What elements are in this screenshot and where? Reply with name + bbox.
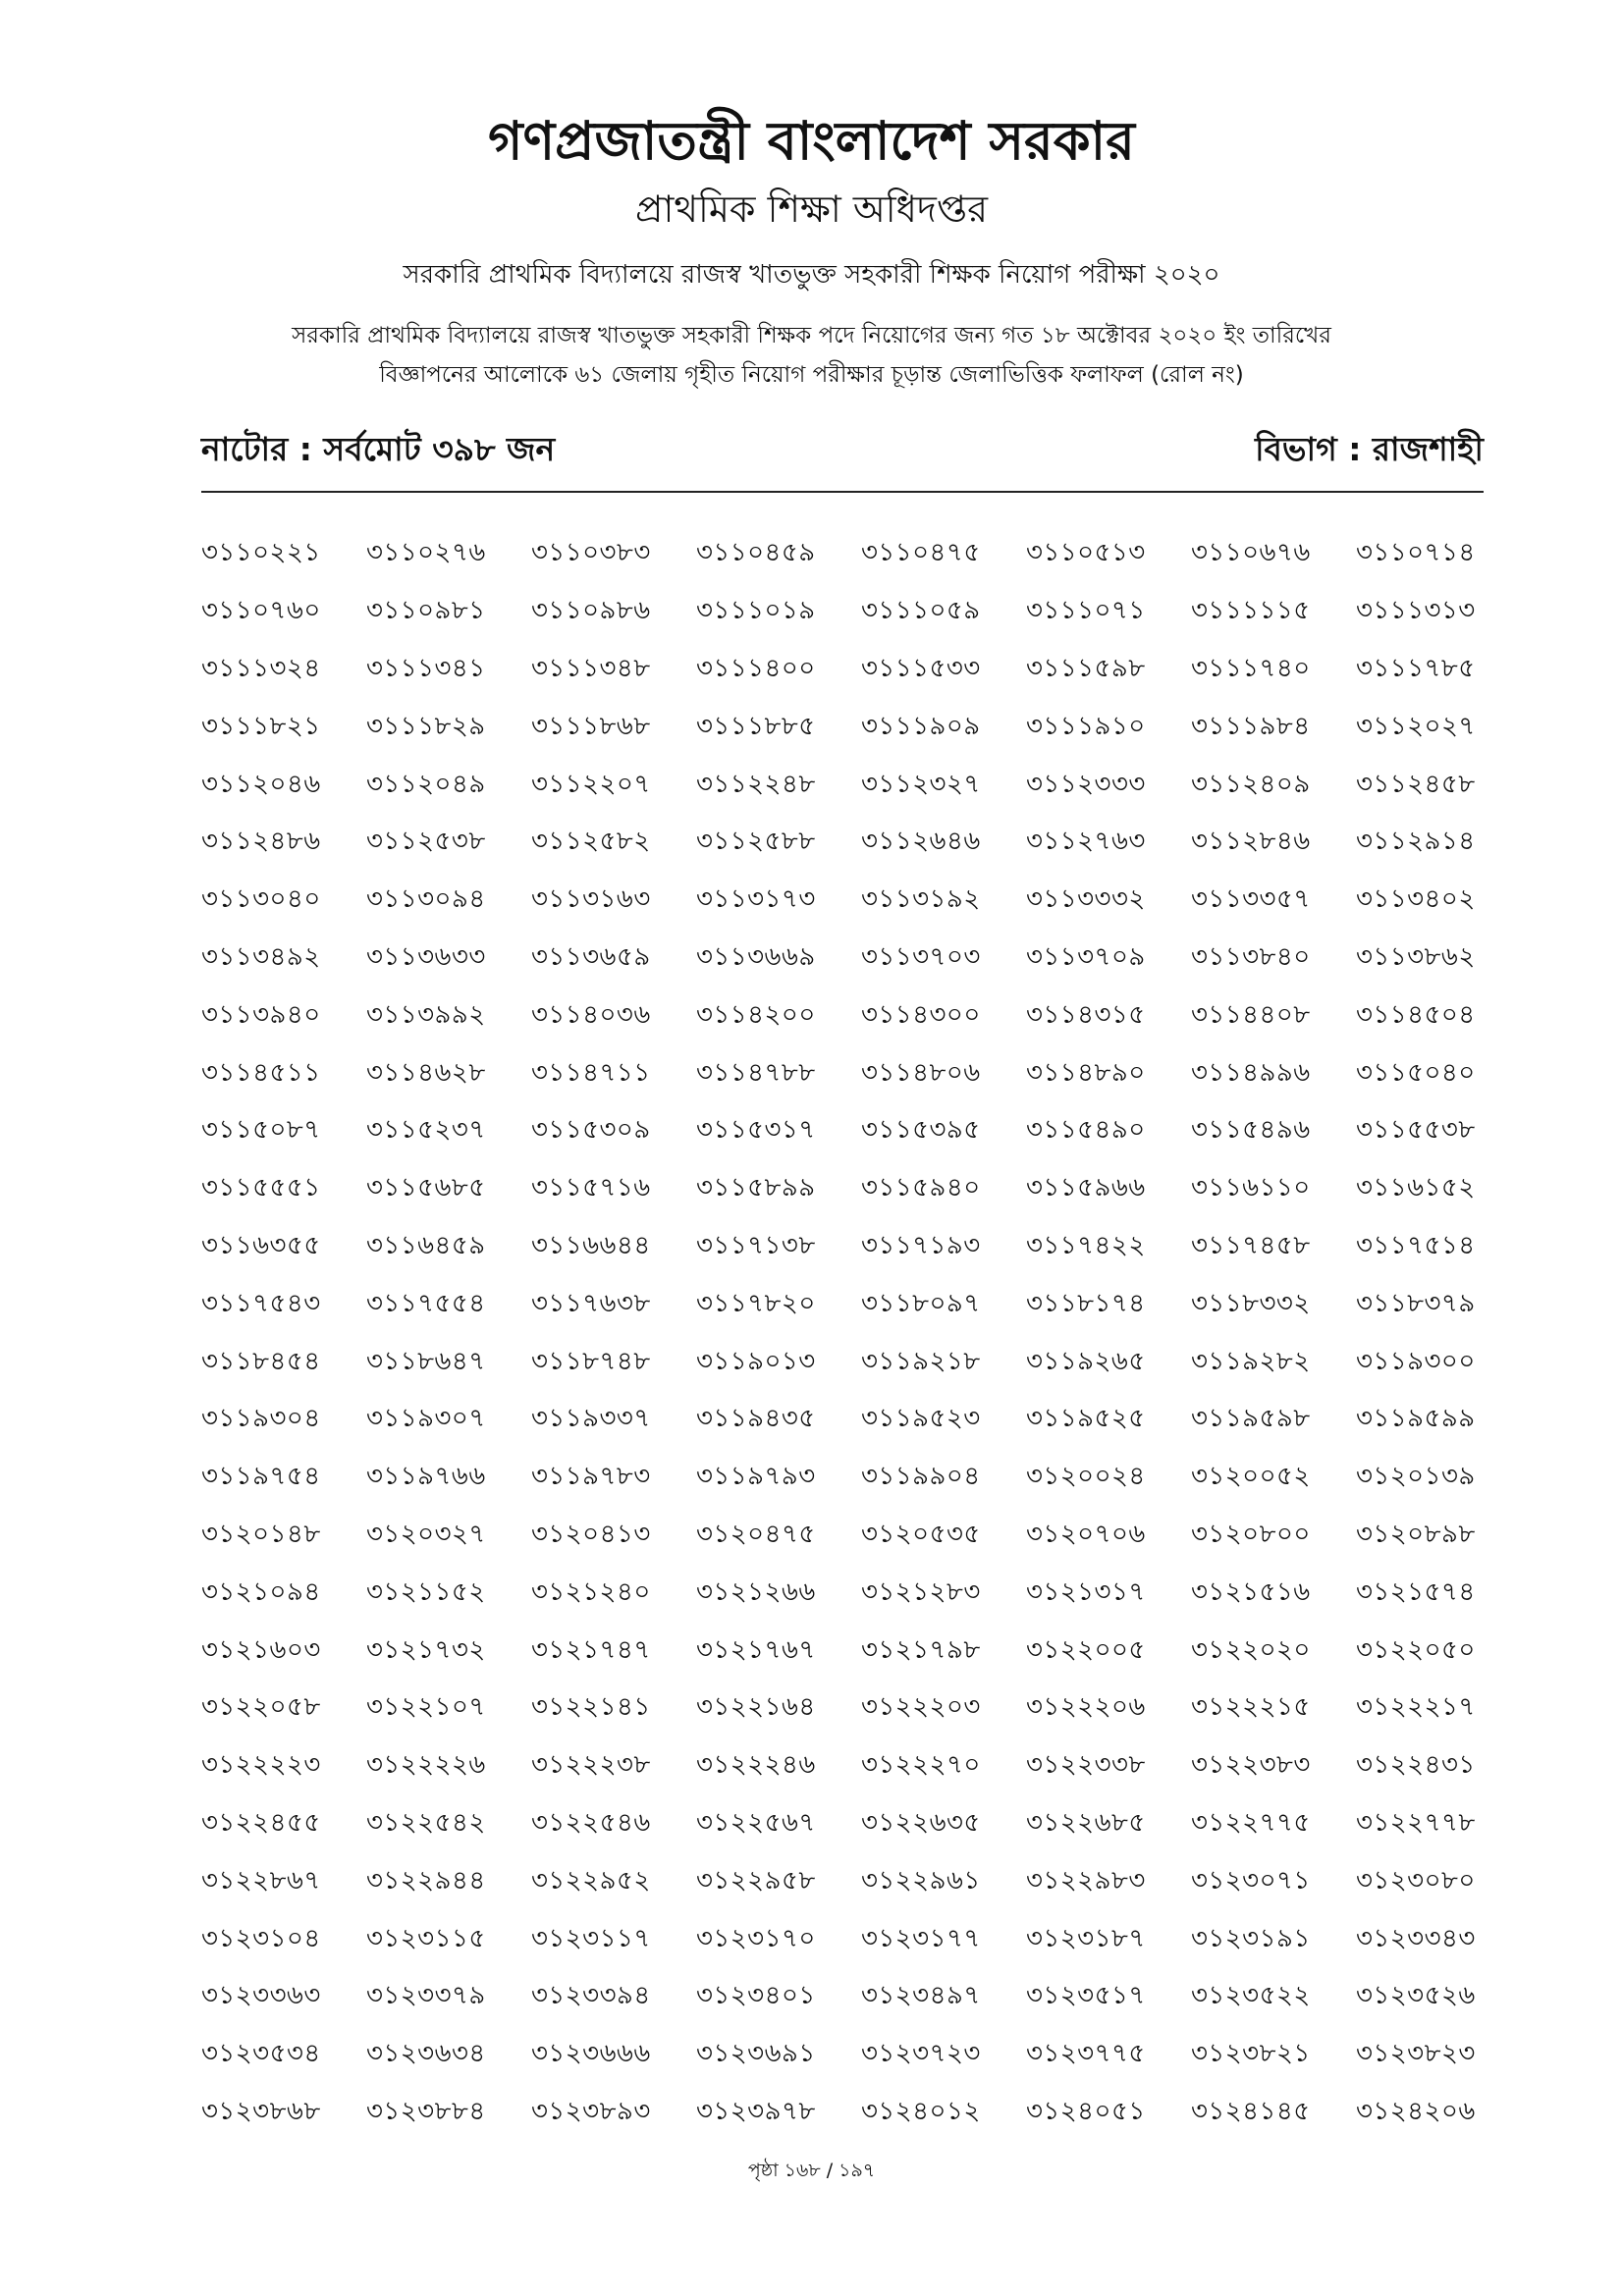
roll-number: ৩১২৩৮২১ bbox=[1191, 2039, 1311, 2069]
roll-number: ৩১১৯৫২৩ bbox=[861, 1404, 981, 1434]
roll-number: ৩১১১৮৮৫ bbox=[696, 711, 816, 741]
roll-number: ৩১১৮৩৭৯ bbox=[1356, 1288, 1476, 1318]
roll-number: ৩১১৯৯০৪ bbox=[861, 1462, 981, 1492]
roll-number: ৩১১৫৯৪০ bbox=[861, 1173, 981, 1203]
result-description bbox=[137, 316, 1486, 395]
roll-number: ৩১২২২২৩ bbox=[201, 1750, 321, 1781]
roll-number: ৩১২৩৩৪৩ bbox=[1356, 1923, 1476, 1953]
roll-number: ৩১১৩১৯২ bbox=[861, 884, 981, 915]
roll-number: ৩১১৯৫২৫ bbox=[1026, 1404, 1146, 1434]
roll-number: ৩১১২৩৩৩ bbox=[1026, 769, 1146, 799]
roll-number: ৩১২৩৫১৭ bbox=[1026, 1981, 1146, 2011]
roll-number: ৩১২৩৩৬৩ bbox=[201, 1981, 321, 2011]
roll-number: ৩১১৭৫১৪ bbox=[1356, 1230, 1476, 1260]
roll-number: ৩১১৩৮৬২ bbox=[1356, 941, 1476, 972]
roll-number: ৩১১৫৫৫১ bbox=[201, 1173, 321, 1203]
roll-number: ৩১২২৮৬৭ bbox=[201, 1865, 321, 1896]
roll-number: ৩১১৯৭৫৪ bbox=[201, 1462, 321, 1492]
exam-title: সরকারি প্রাথমিক বিদ্যালয়ে রাজস্ব খাতভুক্ত সহকারী শিক্ষক নিয়োগ পরীক্ষা ২০২০ bbox=[403, 260, 1220, 290]
roll-number: ৩১১৯৩০৪ bbox=[201, 1404, 321, 1434]
roll-number: ৩১২৩০৭১ bbox=[1191, 1865, 1311, 1896]
roll-number: ৩১১৩৬৩৩ bbox=[366, 941, 486, 972]
roll-number: ৩১১২৩২৭ bbox=[861, 769, 981, 799]
roll-number: ৩১২২২৩৮ bbox=[531, 1750, 651, 1781]
roll-number: ৩১১১৫৩৩ bbox=[861, 653, 981, 683]
roll-number: ৩১১৬৪৫৯ bbox=[366, 1230, 486, 1260]
roll-number: ৩১২২৪৩১ bbox=[1356, 1750, 1476, 1781]
roll-number: ৩১১৩৩৩২ bbox=[1026, 884, 1146, 915]
roll-number: ৩১২৩৭২৩ bbox=[861, 2039, 981, 2069]
roll-number: ৩১১৯৩০৭ bbox=[366, 1404, 486, 1434]
roll-number: ৩১১৩৪০২ bbox=[1356, 884, 1476, 915]
roll-number: ৩১১২২০৭ bbox=[531, 769, 651, 799]
roll-number: ৩১২৩০৮০ bbox=[1356, 1865, 1476, 1896]
roll-number: ৩১২১৫১৬ bbox=[1191, 1576, 1311, 1607]
roll-number: ৩১২২০০৫ bbox=[1026, 1634, 1146, 1665]
roll-number: ৩১১৫৭১৬ bbox=[531, 1173, 651, 1203]
roll-number: ৩১১৩০৯৪ bbox=[366, 884, 486, 915]
roll-number: ৩১১৪৫১১ bbox=[201, 1057, 321, 1088]
roll-number: ৩১২২৯৫২ bbox=[531, 1865, 651, 1896]
roll-number: ৩১১৪৩০০ bbox=[861, 999, 981, 1030]
roll-number: ৩১১৫৪৯০ bbox=[1026, 1115, 1146, 1146]
roll-number: ৩১২৩৪০১ bbox=[696, 1981, 816, 2011]
roll-number: ৩১১২৭৬৩ bbox=[1026, 827, 1146, 857]
roll-number: ৩১১৭৪৫৮ bbox=[1191, 1230, 1311, 1260]
roll-number: ৩১১৬৬৪৪ bbox=[531, 1230, 651, 1260]
roll-number: ৩১১৩৯৪০ bbox=[201, 999, 321, 1030]
roll-number: ৩১১৪৪০৮ bbox=[1191, 999, 1311, 1030]
roll-number: ৩১১৭৫৪৩ bbox=[201, 1288, 321, 1318]
roll-number: ৩১১৫০৮৭ bbox=[201, 1115, 321, 1146]
roll-number: ৩১১৫৯৬৬ bbox=[1026, 1173, 1146, 1203]
roll-number: ৩১২২৫৪৬ bbox=[531, 1807, 651, 1838]
roll-number: ৩১২০৫৩৫ bbox=[861, 1519, 981, 1549]
roll-number: ৩১১৩৭০৯ bbox=[1026, 941, 1146, 972]
page-number: পৃষ্ঠা ১৬৮ / ১৯৭ bbox=[747, 2160, 876, 2181]
roll-number: ৩১২২৪৫৫ bbox=[201, 1807, 321, 1838]
roll-number: ৩১১২৪৮৬ bbox=[201, 827, 321, 857]
roll-number: ৩১২২০২০ bbox=[1191, 1634, 1311, 1665]
roll-number: ৩১২১২৬৬ bbox=[696, 1576, 816, 1607]
roll-number: ৩১১০২৭৬ bbox=[366, 538, 486, 568]
roll-number: ৩১১২০২৭ bbox=[1356, 711, 1476, 741]
roll-number: ৩১২১৬০৩ bbox=[201, 1634, 321, 1665]
roll-number: ৩১১১৯০৯ bbox=[861, 711, 981, 741]
roll-number: ৩১১১০৭১ bbox=[1026, 596, 1146, 626]
roll-number: ৩১১০৫১৩ bbox=[1026, 538, 1146, 568]
roll-number: ৩১১৯৪৩৫ bbox=[696, 1404, 816, 1434]
roll-number: ৩১২১৭৪৭ bbox=[531, 1634, 651, 1665]
roll-number: ৩১১৮৪৫৪ bbox=[201, 1346, 321, 1376]
roll-number: ৩১১৪৯৯৬ bbox=[1191, 1057, 1311, 1088]
roll-number: ৩১১০৯৮১ bbox=[366, 596, 486, 626]
roll-number: ৩১২২৯৫৮ bbox=[696, 1865, 816, 1896]
roll-number: ৩১২২২৪৬ bbox=[696, 1750, 816, 1781]
roll-number: ৩১১০২২১ bbox=[201, 538, 321, 568]
roll-number: ৩১২২৯৮৩ bbox=[1026, 1865, 1146, 1896]
roll-number: ৩১১০৪৭৫ bbox=[861, 538, 981, 568]
roll-number: ৩১১৫৫৩৮ bbox=[1356, 1115, 1476, 1146]
roll-number: ৩১১১৮২৯ bbox=[366, 711, 486, 741]
roll-number: ৩১১৭৪২২ bbox=[1026, 1230, 1146, 1260]
roll-number: ৩১১২০৪৬ bbox=[201, 769, 321, 799]
roll-number: ৩১১৯৭৮৩ bbox=[531, 1462, 651, 1492]
roll-number: ৩১১২০৪৯ bbox=[366, 769, 486, 799]
description-line: বিজ্ঞাপনের আলোকে ৬১ জেলায় গৃহীত নিয়োগ পরীক্ষার চূড়ান্ত জেলাভিত্তিক ফলাফল (রোল নং) bbox=[379, 362, 1244, 388]
roll-number: ৩১১৩৬৬৯ bbox=[696, 941, 816, 972]
roll-number: ৩১২৩৬৬৬ bbox=[531, 2039, 651, 2069]
roll-number: ৩১২১২৮৩ bbox=[861, 1576, 981, 1607]
roll-number: ৩১২৩৩৯৪ bbox=[531, 1981, 651, 2011]
roll-number: ৩১২২২৭০ bbox=[861, 1750, 981, 1781]
roll-number: ৩১১৭৮২০ bbox=[696, 1288, 816, 1318]
roll-number: ৩১১০৭১৪ bbox=[1356, 538, 1476, 568]
roll-number: ৩১১৪৭১১ bbox=[531, 1057, 651, 1088]
roll-number: ৩১২২০৫০ bbox=[1356, 1634, 1476, 1665]
roll-number: ৩১২৪২০৬ bbox=[1356, 2096, 1476, 2126]
roll-number: ৩১২২২১৭ bbox=[1356, 1692, 1476, 1723]
roll-number: ৩১২২৩৮৩ bbox=[1191, 1750, 1311, 1781]
roll-number: ৩১১১৭৮৫ bbox=[1356, 653, 1476, 683]
roll-number: ৩১২৩১৮৭ bbox=[1026, 1923, 1146, 1953]
roll-number: ৩১১১৪০০ bbox=[696, 653, 816, 683]
roll-number: ৩১২০৮৯৮ bbox=[1356, 1519, 1476, 1549]
roll-number: ৩১২০৮০০ bbox=[1191, 1519, 1311, 1549]
roll-number: ৩১১৯২১৮ bbox=[861, 1346, 981, 1376]
page-title: গণপ্রজাতন্ত্রী বাংলাদেশ সরকার bbox=[488, 110, 1135, 172]
roll-number: ৩১২১৫৭৪ bbox=[1356, 1576, 1476, 1607]
roll-number: ৩১২৩১৯১ bbox=[1191, 1923, 1311, 1953]
roll-number: ৩১২৩৮৬৮ bbox=[201, 2096, 321, 2126]
roll-number: ৩১১৩০৪০ bbox=[201, 884, 321, 915]
roll-number: ৩১১৯৫৯৮ bbox=[1191, 1404, 1311, 1434]
roll-number: ৩১২৩৫২৬ bbox=[1356, 1981, 1476, 2011]
roll-number: ৩১১৩৮৪০ bbox=[1191, 941, 1311, 972]
roll-number: ৩১১৭৬৩৮ bbox=[531, 1288, 651, 1318]
roll-number: ৩১১৭১৯৩ bbox=[861, 1230, 981, 1260]
roll-number: ৩১১১৯১০ bbox=[1026, 711, 1146, 741]
roll-number: ৩১২১২৪০ bbox=[531, 1576, 651, 1607]
roll-number: ৩১১৫৩৯৫ bbox=[861, 1115, 981, 1146]
roll-number: ৩১২৩৫২২ bbox=[1191, 1981, 1311, 2011]
roll-number: ৩১১৫০৪০ bbox=[1356, 1057, 1476, 1088]
roll-number: ৩১১০৭৬০ bbox=[201, 596, 321, 626]
roll-number: ৩১২২৭৭৫ bbox=[1191, 1807, 1311, 1838]
roll-number: ৩১২২৯৪৪ bbox=[366, 1865, 486, 1896]
roll-number: ৩১২০৪৭৫ bbox=[696, 1519, 816, 1549]
roll-number: ৩১২২২০৩ bbox=[861, 1692, 981, 1723]
roll-number: ৩১১১৩২৪ bbox=[201, 653, 321, 683]
roll-number: ৩১২১৭৬৭ bbox=[696, 1634, 816, 1665]
roll-number: ৩১২৩১০৪ bbox=[201, 1923, 321, 1953]
roll-number: ৩১১৫৬৮৫ bbox=[366, 1173, 486, 1203]
roll-number: ৩১১১৮২১ bbox=[201, 711, 321, 741]
roll-number: ৩১২০৩২৭ bbox=[366, 1519, 486, 1549]
roll-number: ৩১১৪৮৯০ bbox=[1026, 1057, 1146, 1088]
roll-number: ৩১১১৯৮৪ bbox=[1191, 711, 1311, 741]
roll-number: ৩১১৪৩১৫ bbox=[1026, 999, 1146, 1030]
roll-number: ৩১১৭১৩৮ bbox=[696, 1230, 816, 1260]
roll-number: ৩১১৫২৩৭ bbox=[366, 1115, 486, 1146]
roll-number: ৩১১১৮৬৮ bbox=[531, 711, 651, 741]
roll-number: ৩১১২৪০৯ bbox=[1191, 769, 1311, 799]
roll-number: ৩১১৯২৮২ bbox=[1191, 1346, 1311, 1376]
roll-number: ৩১২২৬৩৫ bbox=[861, 1807, 981, 1838]
roll-number: ৩১১০৪৫৯ bbox=[696, 538, 816, 568]
roll-number: ৩১১৪২০০ bbox=[696, 999, 816, 1030]
roll-number: ৩১২১৩১৭ bbox=[1026, 1576, 1146, 1607]
roll-number: ৩১২২৫৪২ bbox=[366, 1807, 486, 1838]
roll-number: ৩১২৩৮৮৪ bbox=[366, 2096, 486, 2126]
roll-number: ৩১১৫৩১৭ bbox=[696, 1115, 816, 1146]
roll-number: ৩১১৪৫০৪ bbox=[1356, 999, 1476, 1030]
roll-number: ৩১২৩১৭৭ bbox=[861, 1923, 981, 1953]
description-line: সরকারি প্রাথমিক বিদ্যালয়ে রাজস্ব খাতভুক্ত সহকারী শিক্ষক পদে নিয়োগের জন্য গত ১৮ অক্টোবর ২০২০ ইং তারিখের bbox=[292, 323, 1331, 348]
roll-number: ৩১১৭৫৫৪ bbox=[366, 1288, 486, 1318]
roll-number: ৩১২২১০৭ bbox=[366, 1692, 486, 1723]
roll-number: ৩১১৩১৬৩ bbox=[531, 884, 651, 915]
roll-number: ৩১১৯৫৯৯ bbox=[1356, 1404, 1476, 1434]
roll-number: ৩১২৩৮২৩ bbox=[1356, 2039, 1476, 2069]
roll-number: ৩১২১০৯৪ bbox=[201, 1576, 321, 1607]
roll-number: ৩১২৩৮৯৩ bbox=[531, 2096, 651, 2126]
roll-number: ৩১২২০৫৮ bbox=[201, 1692, 321, 1723]
roll-number: ৩১১৫৮৯৯ bbox=[696, 1173, 816, 1203]
roll-number: ৩১২৩৬৯১ bbox=[696, 2039, 816, 2069]
roll-number: ৩১১১১১৫ bbox=[1191, 596, 1311, 626]
roll-number: ৩১১৩১৭৩ bbox=[696, 884, 816, 915]
department-name: প্রাথমিক শিক্ষা অধিদপ্তর bbox=[634, 187, 989, 231]
roll-number: ৩১২২২০৬ bbox=[1026, 1692, 1146, 1723]
roll-number: ৩১১৮০৯৭ bbox=[861, 1288, 981, 1318]
roll-number: ৩১২১৭৯৮ bbox=[861, 1634, 981, 1665]
roll-number: ৩১১২৪৫৮ bbox=[1356, 769, 1476, 799]
roll-number: ৩১২০০৫২ bbox=[1191, 1462, 1311, 1492]
roll-number: ৩১২১১৫২ bbox=[366, 1576, 486, 1607]
roll-number: ৩১১৬৩৫৫ bbox=[201, 1230, 321, 1260]
roll-number: ৩১১৬১৫২ bbox=[1356, 1173, 1476, 1203]
district-total: নাটোর : সর্বমোট ৩৯৮ জন bbox=[201, 430, 556, 468]
roll-number: ৩১২০১৪৮ bbox=[201, 1519, 321, 1549]
roll-number: ৩১১৪০৩৬ bbox=[531, 999, 651, 1030]
roll-number: ৩১১৯৩০০ bbox=[1356, 1346, 1476, 1376]
roll-number: ৩১১২৫৮৮ bbox=[696, 827, 816, 857]
roll-number: ৩১১৪৭৮৮ bbox=[696, 1057, 816, 1088]
roll-number: ৩১১৯০১৩ bbox=[696, 1346, 816, 1376]
roll-number: ৩১২৩৫৩৪ bbox=[201, 2039, 321, 2069]
roll-number: ৩১১৩৭০৩ bbox=[861, 941, 981, 972]
roll-number: ৩১১১৩১৩ bbox=[1356, 596, 1476, 626]
roll-number: ৩১১২২৪৮ bbox=[696, 769, 816, 799]
roll-number: ৩১২২৬৮৫ bbox=[1026, 1807, 1146, 1838]
roll-number: ৩১২৪০৫১ bbox=[1026, 2096, 1146, 2126]
roll-number: ৩১১১৩৪৮ bbox=[531, 653, 651, 683]
roll-number: ৩১২০০২৪ bbox=[1026, 1462, 1146, 1492]
roll-number: ৩১১৬১১০ bbox=[1191, 1173, 1311, 1203]
roll-number: ৩১১৩৪৯২ bbox=[201, 941, 321, 972]
roll-number: ৩১১০৬৭৬ bbox=[1191, 538, 1311, 568]
roll-number: ৩১১৮৩৩২ bbox=[1191, 1288, 1311, 1318]
roll-number: ৩১১৩৬৫৯ bbox=[531, 941, 651, 972]
roll-number-grid bbox=[201, 524, 1517, 2140]
roll-number: ৩১১৯৩৩৭ bbox=[531, 1404, 651, 1434]
roll-number: ৩১১৩৯৯২ bbox=[366, 999, 486, 1030]
roll-number: ৩১১৮৬৪৭ bbox=[366, 1346, 486, 1376]
roll-number: ৩১১৯৭৬৬ bbox=[366, 1462, 486, 1492]
roll-number: ৩১২২১৬৪ bbox=[696, 1692, 816, 1723]
roll-number: ৩১১২৮৪৬ bbox=[1191, 827, 1311, 857]
roll-number: ৩১২২৫৬৭ bbox=[696, 1807, 816, 1838]
roll-number: ৩১১৫৩০৯ bbox=[531, 1115, 651, 1146]
roll-number: ৩১১৯২৬৫ bbox=[1026, 1346, 1146, 1376]
roll-number: ৩১২৩১১৫ bbox=[366, 1923, 486, 1953]
roll-number: ৩১২৩৪৯৭ bbox=[861, 1981, 981, 2011]
roll-number: ৩১২৪০১২ bbox=[861, 2096, 981, 2126]
roll-number: ৩১২২২২৬ bbox=[366, 1750, 486, 1781]
roll-number: ৩১২২১৪১ bbox=[531, 1692, 651, 1723]
roll-number: ৩১২২২১৫ bbox=[1191, 1692, 1311, 1723]
roll-number: ৩১২২৭৭৮ bbox=[1356, 1807, 1476, 1838]
roll-number: ৩১২০৭০৬ bbox=[1026, 1519, 1146, 1549]
roll-number: ৩১১২৯১৪ bbox=[1356, 827, 1476, 857]
roll-number: ৩১১১৫৯৮ bbox=[1026, 653, 1146, 683]
roll-number: ৩১১৮৭৪৮ bbox=[531, 1346, 651, 1376]
roll-number: ৩১২৪১৪৫ bbox=[1191, 2096, 1311, 2126]
header-divider bbox=[201, 491, 1484, 493]
roll-number: ৩১২০১৩৯ bbox=[1356, 1462, 1476, 1492]
roll-number: ৩১১৮১৭৪ bbox=[1026, 1288, 1146, 1318]
roll-number: ৩১১৫৪৯৬ bbox=[1191, 1115, 1311, 1146]
roll-number: ৩১১১০৫৯ bbox=[861, 596, 981, 626]
roll-number: ৩১২০৪১৩ bbox=[531, 1519, 651, 1549]
roll-number: ৩১১২৫৩৮ bbox=[366, 827, 486, 857]
roll-number: ৩১২৩৬৩৪ bbox=[366, 2039, 486, 2069]
roll-number: ৩১১৪৮০৬ bbox=[861, 1057, 981, 1088]
roll-number: ৩১২২৩৩৮ bbox=[1026, 1750, 1146, 1781]
roll-number: ৩১২৩১১৭ bbox=[531, 1923, 651, 1953]
roll-number: ৩১২১৭৩২ bbox=[366, 1634, 486, 1665]
roll-number: ৩১১৯৭৯৩ bbox=[696, 1462, 816, 1492]
roll-number: ৩১১৪৬২৮ bbox=[366, 1057, 486, 1088]
roll-number: ৩১১০৩৮৩ bbox=[531, 538, 651, 568]
division-name: বিভাগ : রাজশাহী bbox=[1255, 430, 1484, 468]
roll-number: ৩১২৩৩৭৯ bbox=[366, 1981, 486, 2011]
roll-number: ৩১১১৩৪১ bbox=[366, 653, 486, 683]
roll-number: ৩১২৩৭৭৫ bbox=[1026, 2039, 1146, 2069]
roll-number: ৩১১১৭৪০ bbox=[1191, 653, 1311, 683]
roll-number: ৩১২২৯৬১ bbox=[861, 1865, 981, 1896]
roll-number: ৩১২৩৯৭৮ bbox=[696, 2096, 816, 2126]
roll-number: ৩১১০৯৮৬ bbox=[531, 596, 651, 626]
roll-number: ৩১১১০১৯ bbox=[696, 596, 816, 626]
roll-number: ৩১১৩৩৫৭ bbox=[1191, 884, 1311, 915]
roll-number: ৩১১২৫৮২ bbox=[531, 827, 651, 857]
roll-number: ৩১২৩১৭০ bbox=[696, 1923, 816, 1953]
roll-number: ৩১১২৬৪৬ bbox=[861, 827, 981, 857]
